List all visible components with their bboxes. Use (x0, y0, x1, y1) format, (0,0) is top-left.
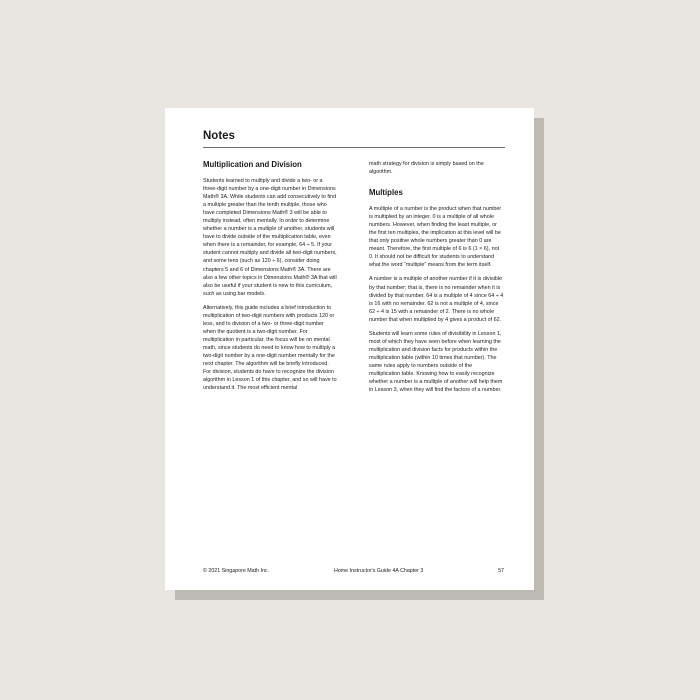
text-columns (203, 160, 504, 400)
paragraph: Students will learn some rules of divisibility in Lesson 1, most of which they have seen before when learning the multiplication and division facts for products within the multiplication table (within 10 times that number). The same rules apply to numbers outside of the multiplication table. Knowing how to easily recognize whether a number is a multiple of another will help them in Lesson 3, when they will find the factors of a number. (369, 330, 503, 394)
right-column (369, 160, 504, 400)
section-heading-multiplication-division: Multiplication and Division (203, 160, 302, 169)
paragraph: A multiple of a number is the product when that number is multiplied by an integer. 0 is a multiple of all whole numbers. However, when finding the least multiple, or the first ten multiples, the implication at this level will be that only positive whole numbers greater than 0 are meant. Therefore, the first multiple of 6 is 6 (1 × 6), not 0. It should not be difficult for students to understand what the word “multiple” means from the term itself. (369, 206, 502, 269)
left-column (203, 160, 338, 400)
paragraph-continuation: math strategy for division is simply based on the algorithm. (369, 161, 484, 176)
section-heading-multiples: Multiples (369, 188, 403, 198)
paragraph: A number is a multiple of another number if it is divisible by that number; that is, there is no remainder when it is divided by that number. 64 is a multiple of 4 since 64 ÷ 4 is 16 with no remainder. 62 is not a multiple of 4, since 62 ÷ 4 is 15 with a remainder of 2. There is no whole number that when multiplied by 4 gives a product of 62. (369, 276, 504, 323)
footer-page-number: 57 (498, 568, 504, 574)
paragraph: Alternatively, this guide includes a brief introduction to multiplication of two-digit numbers with products 120 or less, and to division of a two- or three-digit number when the quotient is a two-digit number. For multiplication in particular, the focus will be on mental math, since students do need to know how to multiply a two-digit number by a one-digit number mentally for the next chapter. The algorithm will be briefly introduced. For division, students do have to recognize the division algorithm in Lesson 1 of this chapter, and so will have to understand it. The most efficient mental (203, 304, 337, 392)
footer-guide-title: Home Instructor's Guide 4A Chapter 3 (334, 568, 424, 574)
document-page (165, 108, 534, 590)
title-divider (203, 147, 505, 148)
page-title: Notes (203, 130, 235, 142)
paragraph: Students learned to multiply and divide a two- or a three-digit number by a one-digit number in Dimensions Math® 3A. While students can add consecutively to find a multiple greater than the tenth multiple, those who have completed Dimensions Math® 3 will be able to multiply instead, often mentally. In order to determine whether a number is a multiple of another, students will have to divide outside of the multiplication table, even when there is a remainder, for example, 64 ÷ 5. If your student cannot multiply and divide all two-digit numbers, and some tens (such as 120 ÷ 6), consider doing chapters 5 and 6 of Dimensions Math® 3A. There are also a few other topics in Dimensions Math® 3A that will also be useful if your student is new to this curriculum, such as using bar models. (203, 178, 337, 297)
footer-copyright: © 2021 Singapore Math Inc. (203, 568, 270, 574)
